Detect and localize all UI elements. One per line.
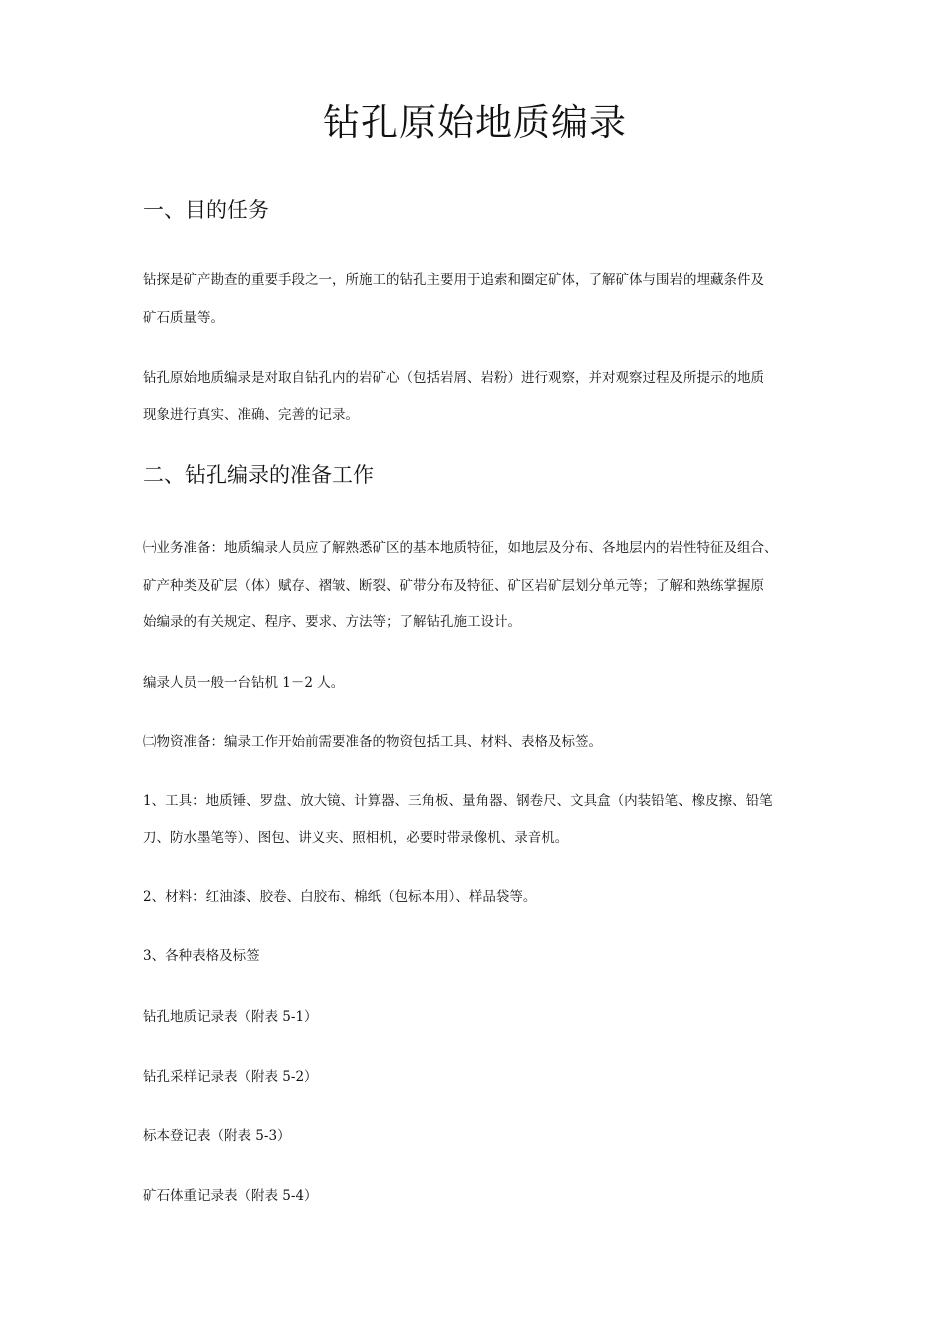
paragraph-purpose-line2: 矿石质量等。 (143, 310, 224, 326)
paragraph-materials: 2、材料：红油漆、胶卷、白胶布、棉纸（包标本用）、样品袋等。 (143, 889, 537, 905)
paragraph-tools-line1: 1、工具：地质锤、罗盘、放大镜、计算器、三角板、量角器、钢卷尺、文具盒（内装铅笔、橡皮擦、铅笔 (143, 793, 773, 809)
paragraph-business-line2: 矿产种类及矿层（体）赋存、褶皱、断裂、矿带分布及特征、矿区岩矿层划分单元等；了解和熟练掌握原 (143, 578, 764, 594)
paragraph-staffing: 编录人员一般一台钻机 1－2 人。 (143, 675, 345, 691)
document-title: 钻孔原始地质编录 (323, 101, 627, 144)
list-item-form-5-2: 钻孔采样记录表（附表 5-2） (143, 1069, 318, 1085)
paragraph-business-line3: 始编录的有关规定、程序、要求、方法等；了解钻孔施工设计。 (143, 614, 521, 630)
list-item-form-5-1: 钻孔地质记录表（附表 5-1） (143, 1009, 318, 1025)
paragraph-business-line1: ㈠业务准备：地质编录人员应了解熟悉矿区的基本地质特征，如地层及分布、各地层内的岩性特征及组合、 (143, 540, 778, 556)
list-item-form-5-4: 矿石体重记录表（附表 5-4） (143, 1188, 318, 1204)
paragraph-materials-intro: ㈡物资准备：编录工作开始前需要准备的物资包括工具、材料、表格及标签。 (143, 734, 602, 750)
section-heading-purpose: 一、目的任务 (143, 198, 269, 222)
paragraph-tools-line2: 刀、防水墨笔等）、图包、讲义夹、照相机，必要时带录像机、录音机。 (143, 830, 569, 846)
list-item-form-5-3: 标本登记表（附表 5-3） (143, 1128, 291, 1144)
section-heading-preparation: 二、钻孔编录的准备工作 (143, 463, 374, 487)
paragraph-forms: 3、各种表格及标签 (143, 948, 260, 964)
paragraph-purpose-line1: 钻探是矿产勘查的重要手段之一，所施工的钻孔主要用于追索和圈定矿体，了解矿体与围岩的埋藏条件及 (143, 272, 764, 288)
paragraph-definition-line2: 现象进行真实、准确、完善的记录。 (143, 407, 359, 423)
paragraph-definition-line1: 钻孔原始地质编录是对取自钻孔内的岩矿心（包括岩屑、岩粉）进行观察，并对观察过程及所提示的地质 (143, 370, 764, 386)
